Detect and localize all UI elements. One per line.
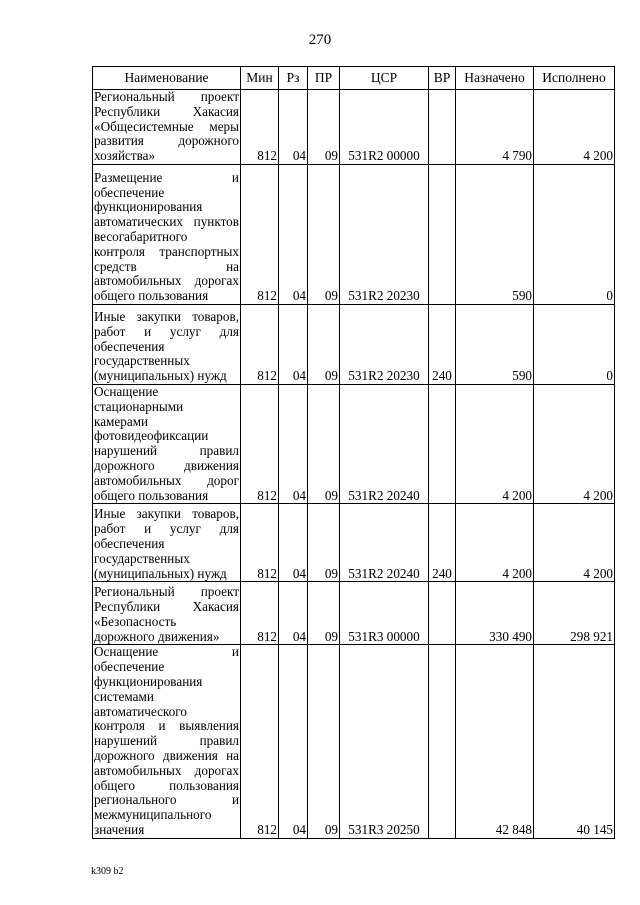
row-assigned: 4 200 xyxy=(456,385,534,504)
row-min: 812 xyxy=(241,385,279,504)
row-name: Размещение и обеспечение функционирования автоматических пунктов весогабаритного контроля транспортных средств на автомобильных дорогах общего пользования xyxy=(93,165,241,305)
row-vr xyxy=(429,385,456,504)
row-csr: 531R2 20230 xyxy=(340,165,429,305)
row-assigned: 4 790 xyxy=(456,90,534,165)
row-csr: 531R2 20230 xyxy=(340,305,429,385)
row-assigned: 590 xyxy=(456,305,534,385)
table-row xyxy=(93,385,615,504)
row-min: 812 xyxy=(241,504,279,582)
row-vr xyxy=(429,645,456,838)
col-header-min: Мин xyxy=(241,67,279,90)
row-csr: 531R3 00000 xyxy=(340,582,429,645)
page-number: 270 xyxy=(308,32,332,48)
table-row xyxy=(93,305,615,385)
row-executed: 4 200 xyxy=(534,385,615,504)
row-vr xyxy=(429,90,456,165)
row-name: Оснащение стационарными камерами фотовидеофиксации нарушений правил дорожного движения автомобильных дорог общего пользования xyxy=(94,384,239,503)
col-header-assigned: Назначено xyxy=(456,67,534,90)
row-name: Оснащение и обеспечение функционирования системами автоматического контроля и выявления нарушений правил дорожного движения на автомобильных дорогах общего пользования регионального и межмуниципального значения xyxy=(94,644,239,837)
row-min: 812 xyxy=(241,582,279,645)
row-executed: 298 921 xyxy=(534,582,615,645)
col-header-pr: ПР xyxy=(308,67,340,90)
row-rz: 04 xyxy=(279,385,308,504)
table-header-row xyxy=(93,67,615,90)
row-executed: 0 xyxy=(534,165,615,305)
row-vr: 240 xyxy=(429,305,456,385)
row-rz: 04 xyxy=(279,582,308,645)
row-name: Региональный проект Республики Хакасия «Общесистемные меры развития дорожного хозяйства» xyxy=(94,89,239,164)
row-min: 812 xyxy=(241,165,279,305)
row-rz: 04 xyxy=(279,504,308,582)
row-rz: 04 xyxy=(279,645,308,838)
table-row xyxy=(93,90,615,165)
row-min: 812 xyxy=(241,645,279,838)
row-pr: 09 xyxy=(308,504,340,582)
col-header-vr: ВР xyxy=(429,67,456,90)
table-row xyxy=(93,582,615,645)
row-pr: 09 xyxy=(308,645,340,838)
row-executed: 4 200 xyxy=(534,504,615,582)
row-name: Региональный проект Республики Хакасия «Безопасность дорожного движения» xyxy=(93,582,241,645)
col-header-executed: Исполнено xyxy=(534,67,615,90)
row-pr: 09 xyxy=(308,385,340,504)
row-rz: 04 xyxy=(279,305,308,385)
col-header-csr: ЦСР xyxy=(340,67,429,90)
row-rz: 04 xyxy=(279,165,308,305)
row-csr: 531R2 20240 xyxy=(340,385,429,504)
row-name: Иные закупки товаров, работ и услуг для обеспечения государственных (муниципальных) нужд xyxy=(93,504,241,582)
row-csr: 531R2 20240 xyxy=(340,504,429,582)
row-executed: 40 145 xyxy=(534,645,615,838)
table-row xyxy=(93,645,615,838)
row-executed: 0 xyxy=(534,305,615,385)
row-pr: 09 xyxy=(308,165,340,305)
row-pr: 09 xyxy=(308,582,340,645)
row-rz: 04 xyxy=(279,90,308,165)
row-assigned: 42 848 xyxy=(456,645,534,838)
table-row xyxy=(93,504,615,582)
row-pr: 09 xyxy=(308,305,340,385)
row-executed: 4 200 xyxy=(534,90,615,165)
row-csr: 531R2 00000 xyxy=(340,90,429,165)
row-vr: 240 xyxy=(429,504,456,582)
row-pr: 09 xyxy=(308,90,340,165)
col-header-name: Наименование xyxy=(93,67,241,90)
col-header-rz: Рз xyxy=(279,67,308,90)
row-assigned: 4 200 xyxy=(456,504,534,582)
row-vr xyxy=(429,165,456,305)
row-csr: 531R3 20250 xyxy=(340,645,429,838)
row-vr xyxy=(429,582,456,645)
row-assigned: 330 490 xyxy=(456,582,534,645)
row-min: 812 xyxy=(241,90,279,165)
budget-table xyxy=(92,66,615,839)
row-name: Иные закупки товаров, работ и услуг для обеспечения государственных (муниципальных) нужд xyxy=(93,305,241,385)
row-assigned: 590 xyxy=(456,165,534,305)
footer-code: k309 b2 xyxy=(91,866,124,877)
table-row xyxy=(93,165,615,305)
row-min: 812 xyxy=(241,305,279,385)
